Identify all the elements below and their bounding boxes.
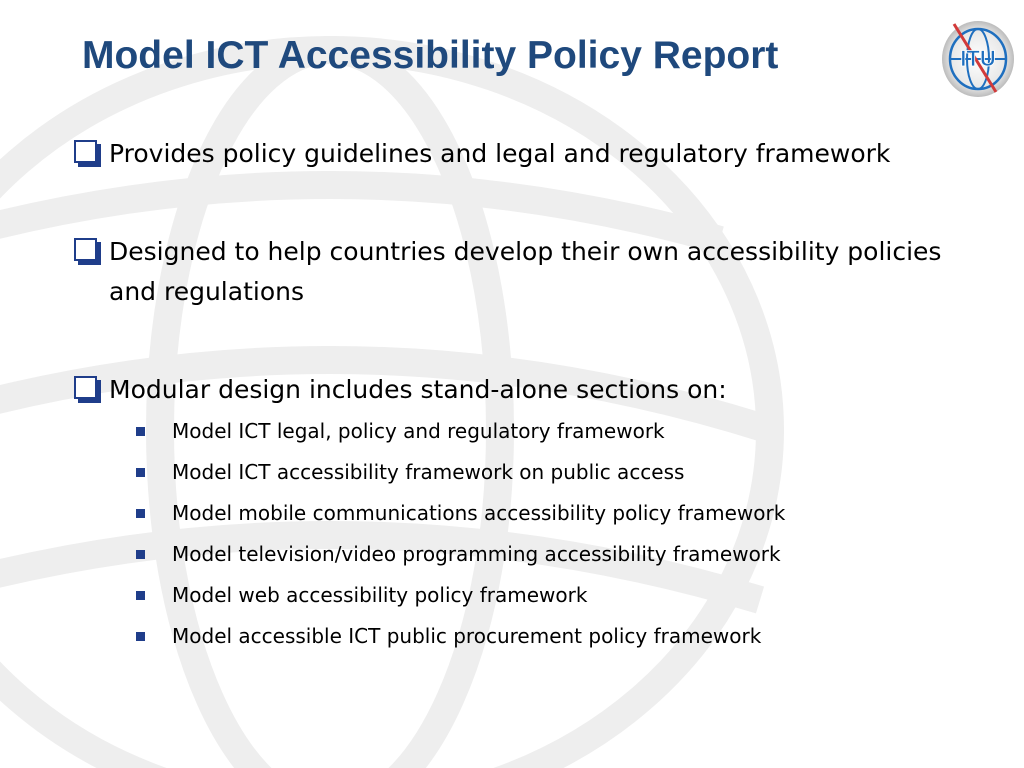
sub-item-text: Model ICT accessibility framework on public access [172, 460, 685, 484]
square-bullet-icon [136, 632, 145, 641]
checkbox-icon [74, 140, 97, 163]
square-bullet-icon [136, 427, 145, 436]
sub-list-item [109, 411, 952, 452]
bullet-text: Designed to help countries develop their own accessibility policies and regulations [109, 237, 942, 306]
list-item [72, 134, 952, 174]
sub-list-item [109, 493, 952, 534]
sub-list-item [109, 616, 952, 657]
sub-item-text: Model television/video programming accessibility framework [172, 542, 781, 566]
list-item [72, 232, 952, 312]
square-bullet-icon [136, 468, 145, 477]
square-bullet-icon [136, 591, 145, 600]
page-title: Model ICT Accessibility Policy Report [82, 34, 779, 77]
sub-list-item [109, 575, 952, 616]
sub-item-text: Model web accessibility policy framework [172, 583, 588, 607]
sub-item-text: Model ICT legal, policy and regulatory framework [172, 419, 665, 443]
list-item [72, 370, 952, 657]
sub-item-text: Model accessible ICT public procurement policy framework [172, 624, 762, 648]
sub-list-item [109, 452, 952, 493]
sub-bullet-list [109, 411, 952, 657]
checkbox-icon [74, 238, 97, 261]
bullet-text: Provides policy guidelines and legal and regulatory framework [109, 139, 891, 168]
sub-item-text: Model mobile communications accessibility policy framework [172, 501, 786, 525]
logo-text: ITU [960, 46, 996, 71]
square-bullet-icon [136, 550, 145, 559]
bullet-list [72, 134, 952, 657]
itu-logo-icon [940, 14, 1018, 100]
sub-list-item [109, 534, 952, 575]
bullet-text: Modular design includes stand-alone sections on: [109, 375, 727, 404]
square-bullet-icon [136, 509, 145, 518]
checkbox-icon [74, 376, 97, 399]
